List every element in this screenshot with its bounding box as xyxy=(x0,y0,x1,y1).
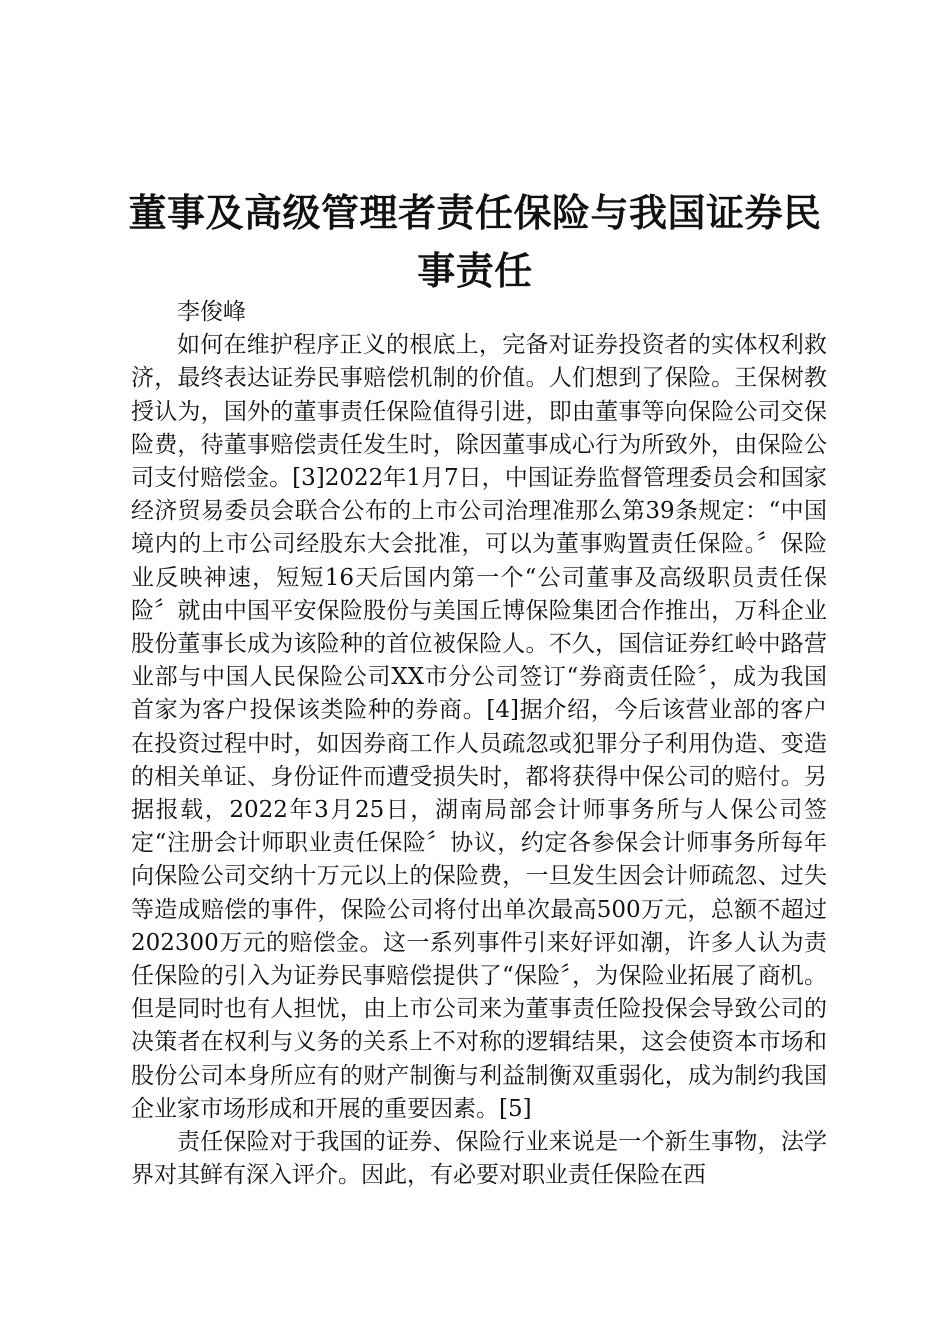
author-name: 李俊峰 xyxy=(177,299,246,325)
document-title: 董事及高级管理者责任保险与我国证券民事责任 xyxy=(128,190,822,293)
body-paragraph: 责任保险对于我国的证券、保险行业来说是一个新生事物，法学界对其鲜有深入评介。因此，有必要对职业责任保险在西 xyxy=(131,1129,827,1189)
document-body xyxy=(131,296,827,1192)
body-paragraph: 如何在维护程序正义的根底上，完备对证券投资者的实体权利救济，最终表达证券民事赔偿机制的价值。人们想到了保险。王保树教授认为，国外的董事责任保险值得引进，即由董事等向保险公司交保险费，待董事赔偿责任发生时，除因董事成心行为所致外，由保险公司支付赔偿金。[3]2022年1月7日，中国证券监督管理委员会和国家经济贸易委员会联合公布的上市公司治理准那么第39条规定：“中国境内的上市公司经股东大会批准，可以为董事购置责任保险。〞保险业反映神速，短短16天后国内第一个“公司董事及高级职员责任保险〞就由中国平安保险股份与美国丘博保险集团合作推出，万科企业股份董事长成为该险种的首位被保险人。不久，国信证券红岭中路营业部与中国人民保险公司XX市分公司签订“券商责任险〞，成为我国首家为客户投保该类险种的券商。[4]据介绍，今后该营业部的客户在投资过程中时，如因券商工作人员疏忽或犯罪分子利用伪造、变造的相关单证、身份证件而遭受损失时，都将获得中保公司的赔付。另据报载，2022年3月25日，湖南局部会计师事务所与人保公司签定“注册会计师职业责任保险〞协议，约定各参保会计师事务所每年向保险公司交纳十万元以上的保险费，一旦发生因会计师疏忽、过失等造成赔偿的事件，保险公司将付出单次最高500万元，总额不超过202300万元的赔偿金。这一系列事件引来好评如潮，许多人认为责任保险的引入为证券民事赔偿提供了“保险〞，为保险业拓展了商机。但是同时也有人担忧，由上市公司来为董事责任险投保会导致公司的决策者在权利与义务的关系上不对称的逻辑结果，这会使资本市场和股份公司本身所应有的财产制衡与利益制衡双重弱化，成为制约我国企业家市场形成和开展的重要因素。[5] xyxy=(131,332,827,1122)
